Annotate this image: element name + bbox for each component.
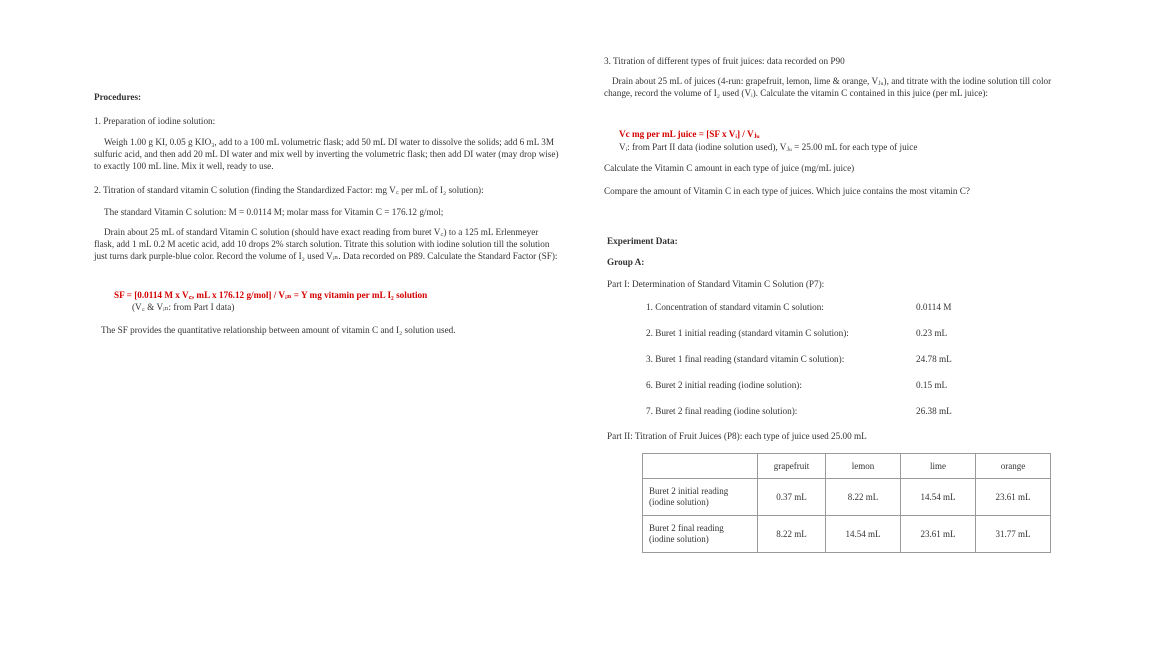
part1-item [646,354,952,366]
table-header-cell: lime [901,454,976,479]
part1-item [646,380,947,392]
part1-item-label: 7. Buret 2 final reading (iodine solution): [646,406,798,416]
table-header-row [643,454,1051,479]
part1-item [646,302,951,314]
part1-item-label: 2. Buret 1 initial reading (standard vitamin C solution): [646,328,849,338]
part1-item-value: 26.38 mL [916,406,952,416]
table-header-cell [643,454,758,479]
fruit-juice-table [642,453,1051,553]
table-cell: 23.61 mL [901,516,976,553]
part1-title: Part I: Determination of Standard Vitamin C Solution (P7): [607,279,825,289]
table-row [643,516,1051,553]
step2-title: 2. Titration of standard vitamin C solution (finding the Standardized Factor: mg V꜀ per mL of I₂ solution): [94,185,484,195]
table-header-cell: lemon [826,454,901,479]
table-header-cell: grapefruit [758,454,826,479]
part1-item-label: 6. Buret 2 initial reading (iodine solution): [646,380,802,390]
table-row-label: Buret 2 initial reading (iodine solution) [643,479,758,516]
table-row-label: Buret 2 final reading (iodine solution) [643,516,758,553]
table-cell: 8.22 mL [758,516,826,553]
table-cell: 14.54 mL [826,516,901,553]
vc-note: Vᵢ: from Part II data (iodine solution used), Vⱼᵤ = 25.00 mL for each type of juice [619,142,918,152]
part1-item [646,406,952,418]
part1-item-label: 3. Buret 1 final reading (standard vitamin C solution): [646,354,845,364]
table-row [643,479,1051,516]
table-cell: 0.37 mL [758,479,826,516]
vc-formula: Vc mg per mL juice = [SF x Vᵢ] / Vⱼᵤ [619,129,760,139]
sf-description: The SF provides the quantitative relationship between amount of vitamin C and I₂ solution used. [101,325,456,335]
sf-formula: SF = [0.0114 M x V꜀, mL x 176.12 g/mol] / Vᵢₙ = Y mg vitamin per mL I₂ solution [114,290,428,300]
step3-title: 3. Titration of different types of fruit juices: data recorded on P90 [604,56,845,66]
step1-title: 1. Preparation of iodine solution: [94,116,216,126]
part1-item-value: 0.23 mL [916,328,948,338]
part1-item-value: 24.78 mL [916,354,952,364]
compare-line: Compare the amount of Vitamin C in each type of juices. Which juice contains the most vitamin C? [604,186,971,196]
table-cell: 23.61 mL [976,479,1051,516]
step1-text: Weigh 1.00 g KI, 0.05 g KIO₃, add to a 100 mL volumetric flask; add 50 mL DI water to dissolve the solids; add 6 mL 3M sulfuric acid, and then add 20 mL DI water and mix well by inverting the volumetric flask; then add DI water (may drop wise) to exactly 100 mL line. Mix it well, ready to use. [94,137,559,171]
table-header-cell: orange [976,454,1051,479]
table-cell: 31.77 mL [976,516,1051,553]
table-cell: 8.22 mL [826,479,901,516]
table-cell: 14.54 mL [901,479,976,516]
part2-title: Part II: Titration of Fruit Juices (P8): each type of juice used 25.00 mL [607,431,867,441]
part1-item [646,328,947,340]
step2-text: Drain about 25 mL of standard Vitamin C solution (should have exact reading from buret V꜀) to a 125 mL Erlenmeyer flask, add 1 mL 0.2 M acetic acid, add 10 drops 2% starch solution. Titrate this solution with iodine solution till the solution just turns dark purple-blue color. Record the volume of I₂ used Vᵢₙ. Data recorded on P89. Calculate the Standard Factor (SF): [94,227,558,261]
part1-item-label: 1. Concentration of standard vitamin C solution: [646,302,824,312]
group-title: Group A: [607,257,645,267]
calc-line: Calculate the Vitamin C amount in each type of juice (mg/mL juice) [604,163,855,173]
part1-item-value: 0.15 mL [916,380,948,390]
step2-std: The standard Vitamin C solution: M = 0.0114 M; molar mass for Vitamin C = 176.12 g/mol; [104,207,444,217]
procedures-title: Procedures: [94,92,142,102]
sf-note: (V꜀ & Vᵢₙ: from Part I data) [132,302,235,312]
step3-text: Drain about 25 mL of juices (4-run: grapefruit, lemon, lime & orange, Vⱼᵤ), and titrate with the iodine solution till color change, record the volume of I₂ used (Vᵢ). Calculate the vitamin C contained in this juice (per mL juice): [604,76,1052,98]
part1-item-value: 0.0114 M [916,302,952,312]
experiment-data-title: Experiment Data: [607,236,678,246]
